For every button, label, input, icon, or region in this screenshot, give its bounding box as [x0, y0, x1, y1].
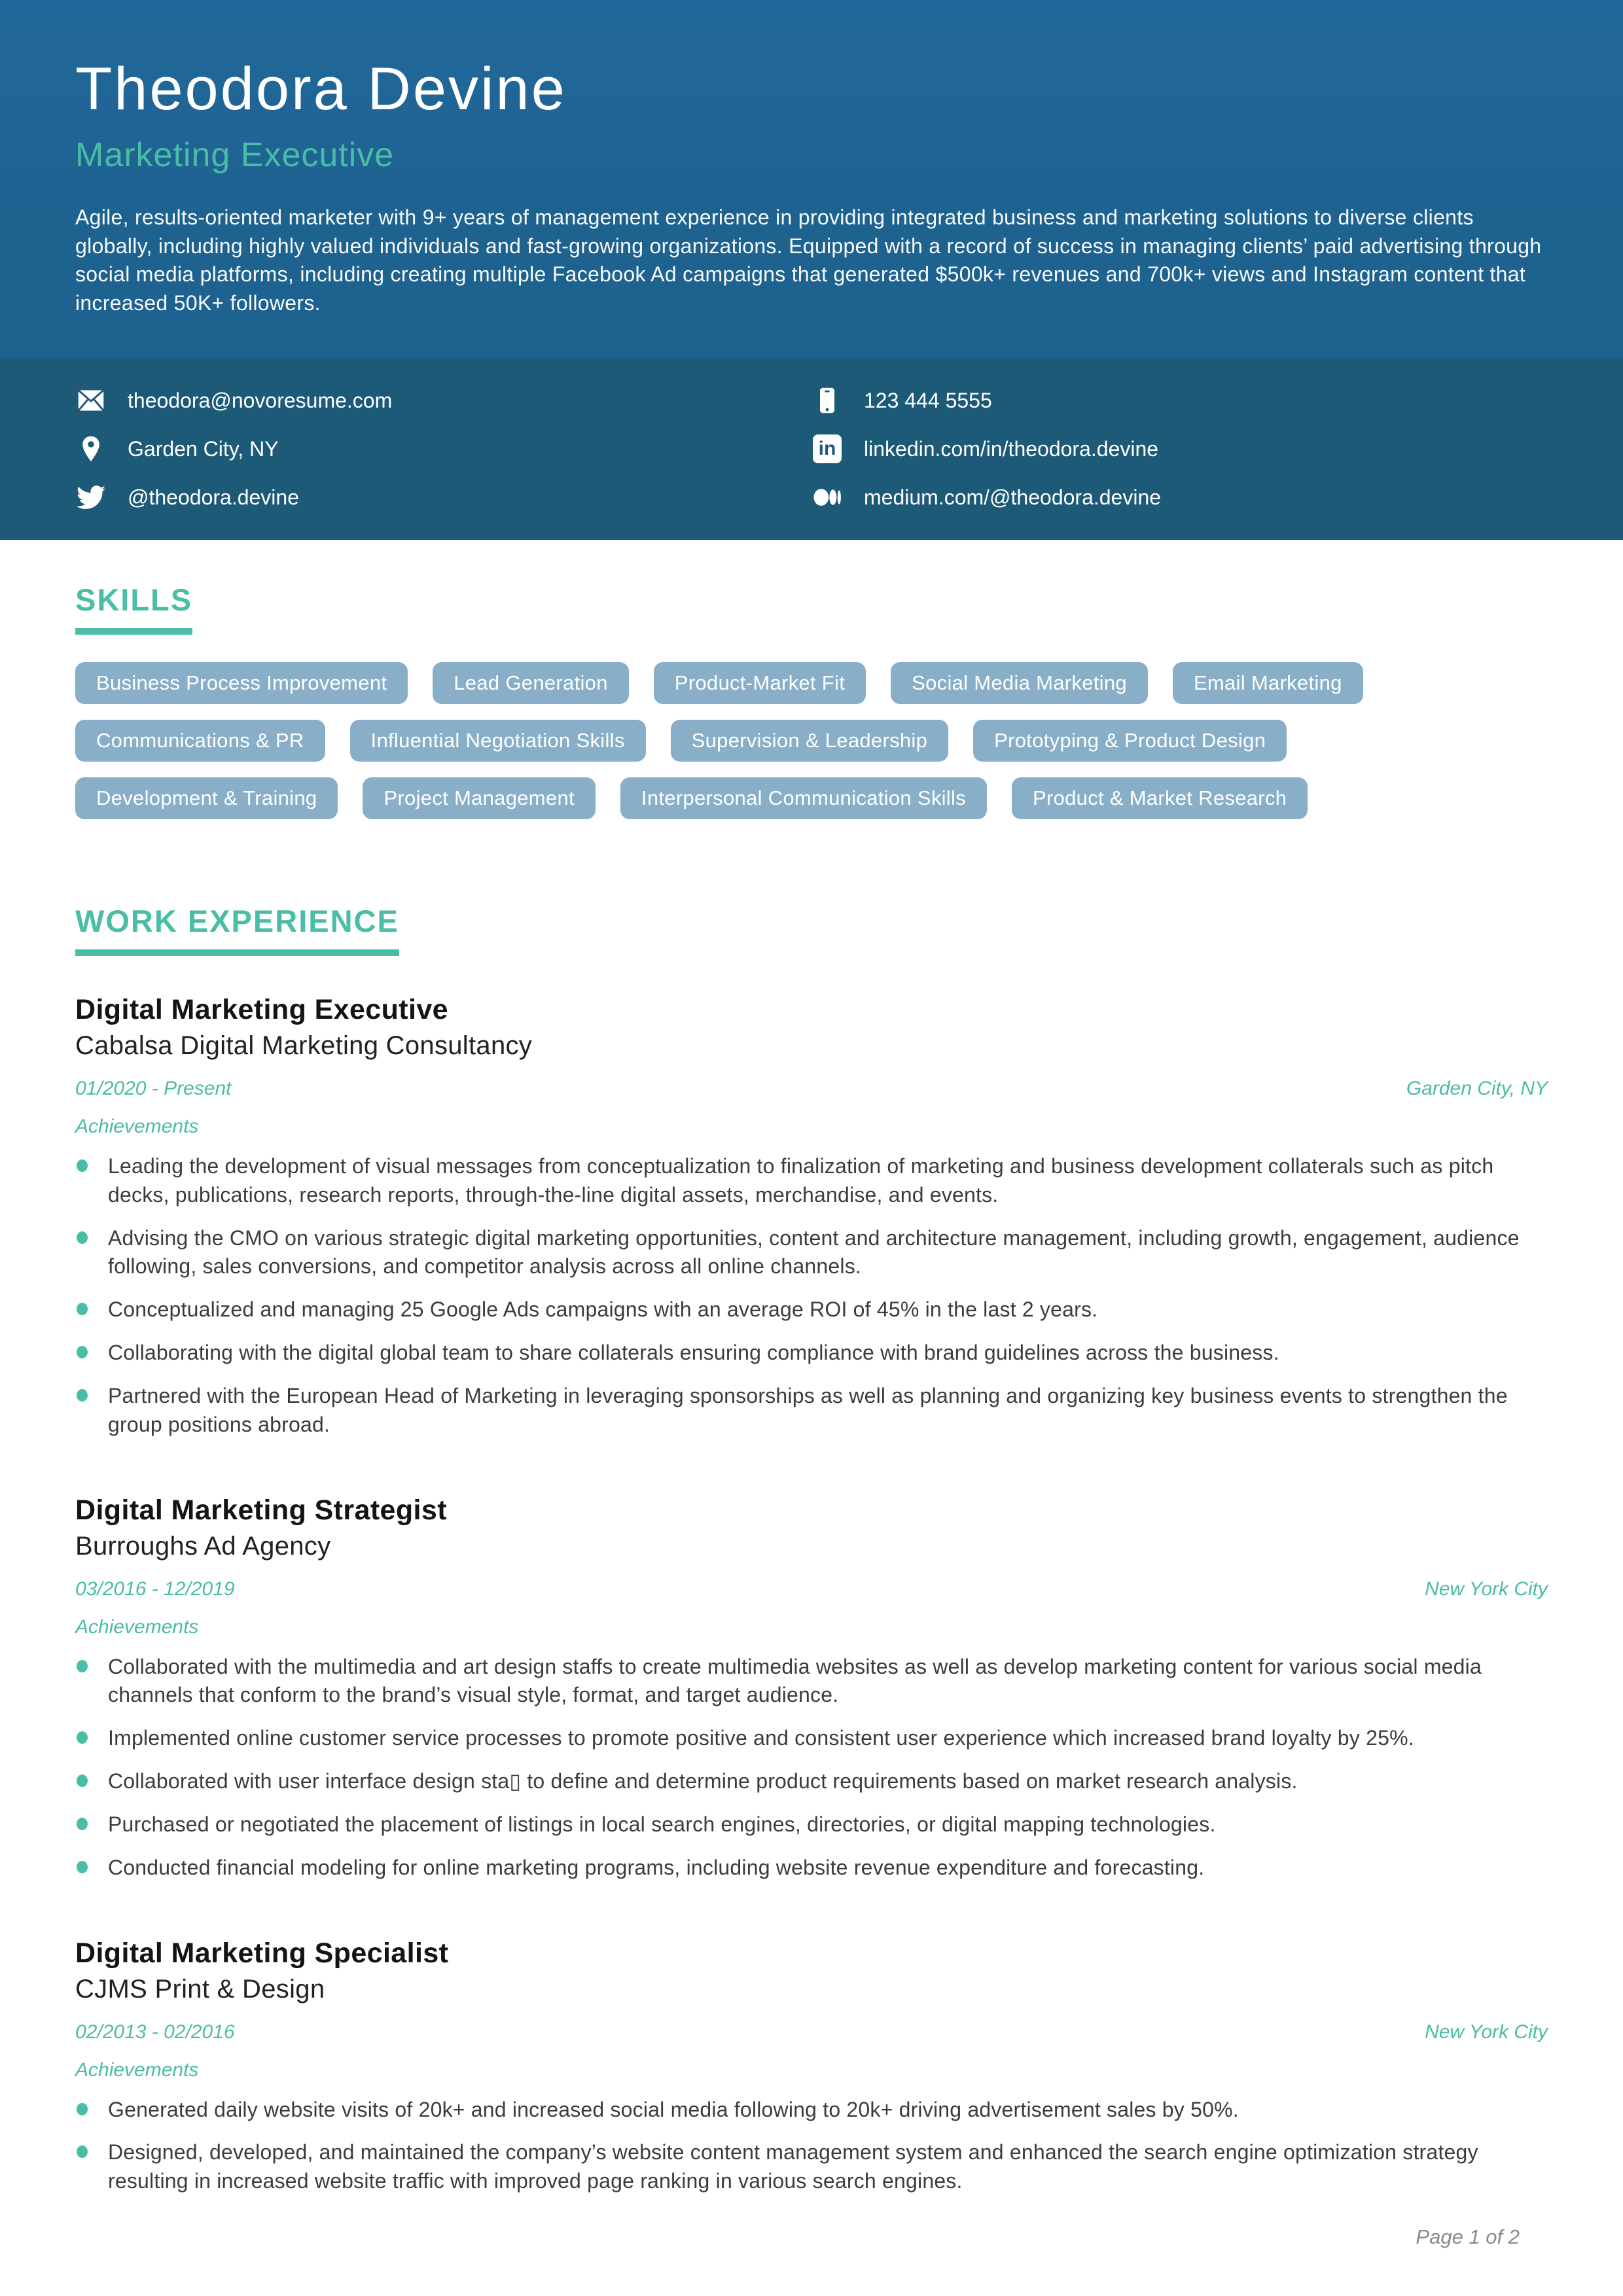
skill-tag: Project Management [363, 777, 595, 819]
job-location: Garden City, NY [1406, 1078, 1548, 1099]
skill-tag: Lead Generation [433, 662, 628, 704]
location-icon [75, 433, 107, 465]
achievements-label: Achievements [75, 2058, 199, 2081]
work-experience-heading: WORK EXPERIENCE [75, 903, 399, 956]
achievement-item: Partnered with the European Head of Marketing in leveraging sponsorships as well as planning and organizing key business events to strengthen the group positions abroad. [75, 1382, 1548, 1439]
achievement-list [75, 1653, 1548, 1882]
twitter-value: @theodora.devine [128, 485, 299, 509]
job-entry [75, 1937, 1548, 2196]
achievement-item: Designed, developed, and maintained the company’s website content management system and enhanced the search engine optimization strategy resulting in increased website traffic with improved page ranking in various search engines. [75, 2138, 1548, 2196]
job-company: Cabalsa Digital Marketing Consultancy [75, 1031, 533, 1060]
email-icon [75, 385, 107, 416]
twitter-icon [75, 482, 107, 513]
contact-twitter-row [75, 482, 812, 513]
job-entry [75, 1494, 1548, 1882]
contact-column-right [812, 376, 1548, 521]
job-dates: 01/2020 - Present [75, 1078, 232, 1099]
skill-tag: Communications & PR [75, 720, 325, 762]
person-name: Theodora Devine [75, 56, 567, 122]
achievement-item: Conducted financial modeling for online marketing programs, including website revenue expenditure and forecasting. [75, 1854, 1548, 1882]
medium-value: medium.com/@theodora.devine [864, 485, 1162, 509]
contact-bar [0, 358, 1623, 540]
skill-tag: Business Process Improvement [75, 662, 408, 704]
contact-medium-row [812, 482, 1548, 513]
contact-column-left [75, 376, 812, 521]
skills-heading: SKILLS [75, 582, 192, 635]
linkedin-icon: in [812, 433, 843, 465]
page-number: Page 1 of 2 [1416, 2225, 1520, 2248]
skill-tag: Interpersonal Communication Skills [620, 777, 987, 819]
achievement-item: Collaborating with the digital global team to share collaterals ensuring compliance with brand guidelines across the business. [75, 1339, 1548, 1368]
job-meta-row [75, 1578, 1548, 1600]
skill-tag: Email Marketing [1173, 662, 1363, 704]
contact-phone-row [812, 385, 1548, 416]
achievement-item: Generated daily website visits of 20k+ and increased social media following to 20k+ driving advertisement sales by 50%. [75, 2096, 1548, 2125]
achievement-item: Conceptualized and managing 25 Google Ads campaigns with an average ROI of 45% in the last 2 years. [75, 1296, 1548, 1324]
job-role-subtitle: Marketing Executive [75, 136, 395, 174]
job-meta-row [75, 2021, 1548, 2043]
skill-tag: Influential Negotiation Skills [350, 720, 646, 762]
contact-linkedin-row [812, 433, 1548, 465]
resume-body [0, 582, 1623, 2196]
achievement-item: Collaborated with the multimedia and art design staffs to create multimedia websites as well as develop marketing content for various social media channels that conform to the brand’s visual style, format, and target audience. [75, 1653, 1548, 1710]
skill-tag: Product & Market Research [1012, 777, 1308, 819]
location-value: Garden City, NY [128, 436, 279, 461]
achievement-item: Collaborated with user interface design sta▯ to define and determine product requirements based on market research analysis. [75, 1767, 1548, 1796]
job-title: Digital Marketing Executive [75, 994, 448, 1025]
profile-summary: Agile, results-oriented marketer with 9+ years of management experience in providing integrated business and marketing solutions to diverse clients globally, including highly valued individuals and fast-growing organizations. Equipped with a record of success in managing clients’ paid advertising through social media platforms, including creating multiple Facebook Ad campaigns that generated $500k+ revenues and 700k+ views and Instagram content that increased 50K+ followers. [75, 205, 1542, 315]
phone-value: 123 444 5555 [864, 388, 992, 412]
skills-tag-list [75, 662, 1548, 819]
medium-icon [812, 482, 843, 513]
skills-section [75, 582, 1548, 819]
job-dates: 03/2016 - 12/2019 [75, 1578, 235, 1600]
header [0, 0, 1623, 358]
contact-location-row [75, 433, 812, 465]
job-location: New York City [1425, 1578, 1548, 1600]
work-experience-section [75, 903, 1548, 2196]
email-value: theodora@novoresume.com [128, 388, 393, 412]
skill-tag: Development & Training [75, 777, 338, 819]
achievement-item: Leading the development of visual messages from conceptualization to finalization of marketing and business development collaterals such as pitch decks, publications, research reports, through-the-line digital assets, merchandise, and events. [75, 1152, 1548, 1210]
achievement-item: Advising the CMO on various strategic digital marketing opportunities, content and architecture management, including growth, engagement, audience following, sales conversions, and competitor analysis across all online channels. [75, 1224, 1548, 1282]
contact-email-row [75, 385, 812, 416]
job-title: Digital Marketing Strategist [75, 1494, 447, 1526]
phone-icon [812, 385, 843, 416]
job-entry [75, 994, 1548, 1439]
job-company: Burroughs Ad Agency [75, 1531, 331, 1561]
achievement-item: Purchased or negotiated the placement of listings in local search engines, directories, or digital mapping technologies. [75, 1810, 1548, 1839]
skill-tag: Prototyping & Product Design [973, 720, 1287, 762]
job-title: Digital Marketing Specialist [75, 1937, 449, 1969]
achievements-label: Achievements [75, 1116, 199, 1137]
job-dates: 02/2013 - 02/2016 [75, 2021, 235, 2043]
skill-tag: Product-Market Fit [654, 662, 866, 704]
achievement-item: Implemented online customer service processes to promote positive and consistent user experience which increased brand loyalty by 25%. [75, 1724, 1548, 1753]
job-company: CJMS Print & Design [75, 1974, 325, 2004]
achievement-list [75, 1152, 1548, 1439]
job-location: New York City [1425, 2021, 1548, 2043]
job-meta-row [75, 1078, 1548, 1100]
achievements-label: Achievements [75, 1616, 199, 1638]
achievement-list [75, 2096, 1548, 2196]
linkedin-value: linkedin.com/in/theodora.devine [864, 436, 1159, 461]
skill-tag: Social Media Marketing [891, 662, 1148, 704]
skill-tag: Supervision & Leadership [671, 720, 948, 762]
